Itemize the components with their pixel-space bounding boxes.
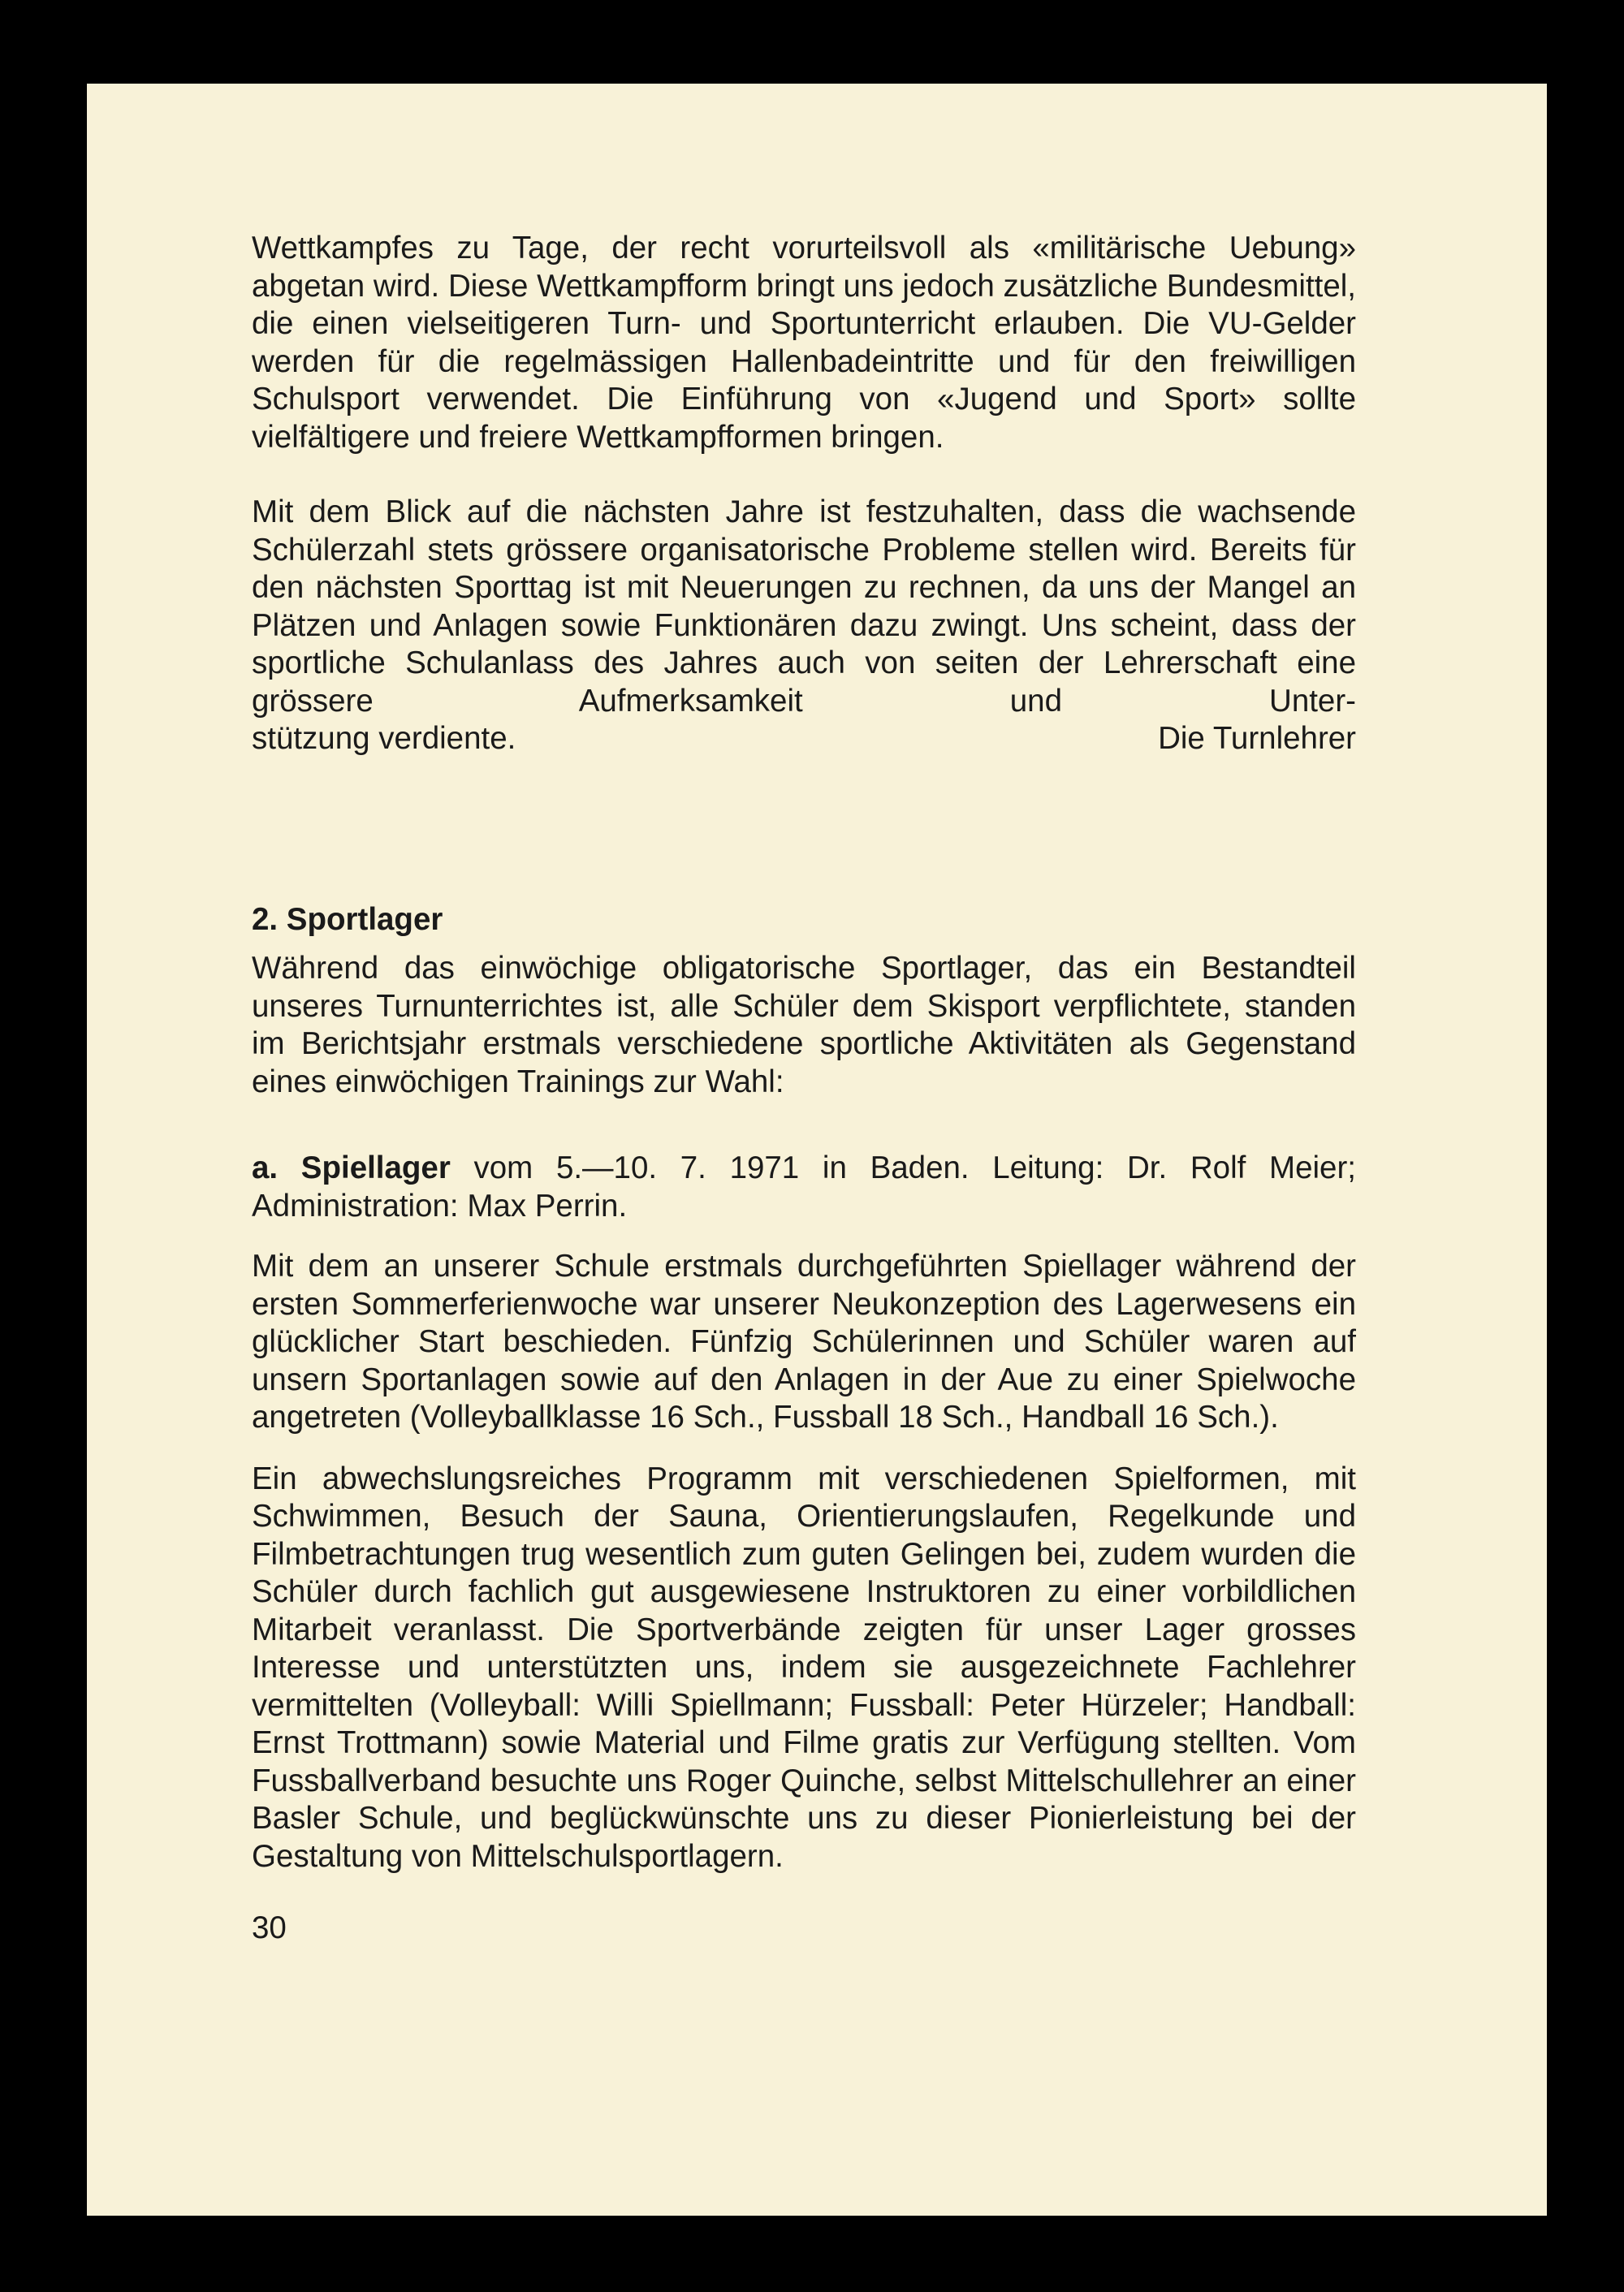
paragraph-outlook-last-line: stützung verdiente. [252, 721, 516, 756]
subheading-label: a. Spiellager [252, 1150, 451, 1185]
paragraph-sportlager: Während das einwöchige obligatorische Sportlager, das ein Bestandteil unseres Turnunterrichtes ist, alle Schüler dem Skisport verpflichtete, standen im Berichtsjahr erstmals verschiedene sportliche Aktivitäten als Gegenstand eines einwöchigen Trainings zur Wahl: [252, 951, 1356, 1099]
section-heading: 2. Sportlager [252, 901, 443, 937]
signature: Die Turnlehrer [1158, 721, 1356, 756]
document-page [87, 84, 1547, 2216]
subheading-spiellager [252, 1150, 1356, 1225]
paragraph-outlook [252, 494, 1356, 758]
page-number: 30 [252, 1910, 287, 1945]
signature-line [252, 720, 1356, 758]
paragraph-wettkampf: Wettkampfes zu Tage, der recht vorurteilsvoll als «militärische Uebung» abgetan wird. Diese Wettkampfform bringt uns jedoch zusätzliche Bundesmittel, die einen vielseitigeren Turn- und Sportunterricht erlauben. Die VU-Gelder werden für die regelmässigen Hallenbadeintritte und für den freiwilligen Schulsport verwendet. Die Einführung von «Jugend und Sport» sollte vielfältigere und freiere Wettkampfformen bringen. [252, 231, 1356, 455]
paragraph-spiellager-start: Mit dem an unserer Schule erstmals durchgeführten Spiellager während der ersten Sommerferienwoche war unserer Neukonzeption des Lagerwesens ein glücklicher Start beschieden. Fünfzig Schülerinnen und Schüler waren auf unsern Sportanlagen sowie auf den Anlagen in der Aue zu einer Spielwoche angetreten (Volleyballklasse 16 Sch., Fussball 18 Sch., Handball 16 Sch.). [252, 1249, 1356, 1435]
paragraph-outlook-text: Mit dem Blick auf die nächsten Jahre ist festzuhalten, dass die wachsende Schülerzahl stets grössere organisatorische Probleme stellen wird. Bereits für den nächsten Sporttag ist mit Neuerungen zu rechnen, da uns der Mangel an Plätzen und Anlagen sowie Funktionären dazu zwingt. Uns scheint, dass der sportliche Schulanlass des Jahres auch von seiten der Lehrerschaft eine grössere Aufmerksamkeit und Unter- [252, 494, 1356, 719]
subheading-text: vom 5.—10. 7. 1971 in Baden. Leitung: Dr. Rolf Meier; Administration: Max Perrin. [252, 1150, 1356, 1224]
paragraph-programm: Ein abwechslungsreiches Programm mit verschiedenen Spielformen, mit Schwimmen, Besuch der Sauna, Orientierungslaufen, Regelkunde und Filmbetrachtungen trug wesentlich zum guten Gelingen bei, zudem wurden die Schüler durch fachlich gut ausgewiesene Instruktoren zu einer vorbildlichen Mitarbeit veranlasst. Die Sportverbände zeigten für unser Lager grosses Interesse und unterstützten uns, indem sie ausgezeichnete Fachlehrer vermittelten (Volleyball: Willi Spiellmann; Fussball: Peter Hürzeler; Handball: Ernst Trottmann) sowie Material und Filme gratis zur Verfügung stellten. Vom Fussballverband besuchte uns Roger Quinche, selbst Mittelschullehrer an einer Basler Schule, und beglückwünschte uns zu dieser Pionierleistung bei der Gestaltung von Mittelschulsportlagern. [252, 1461, 1356, 1874]
